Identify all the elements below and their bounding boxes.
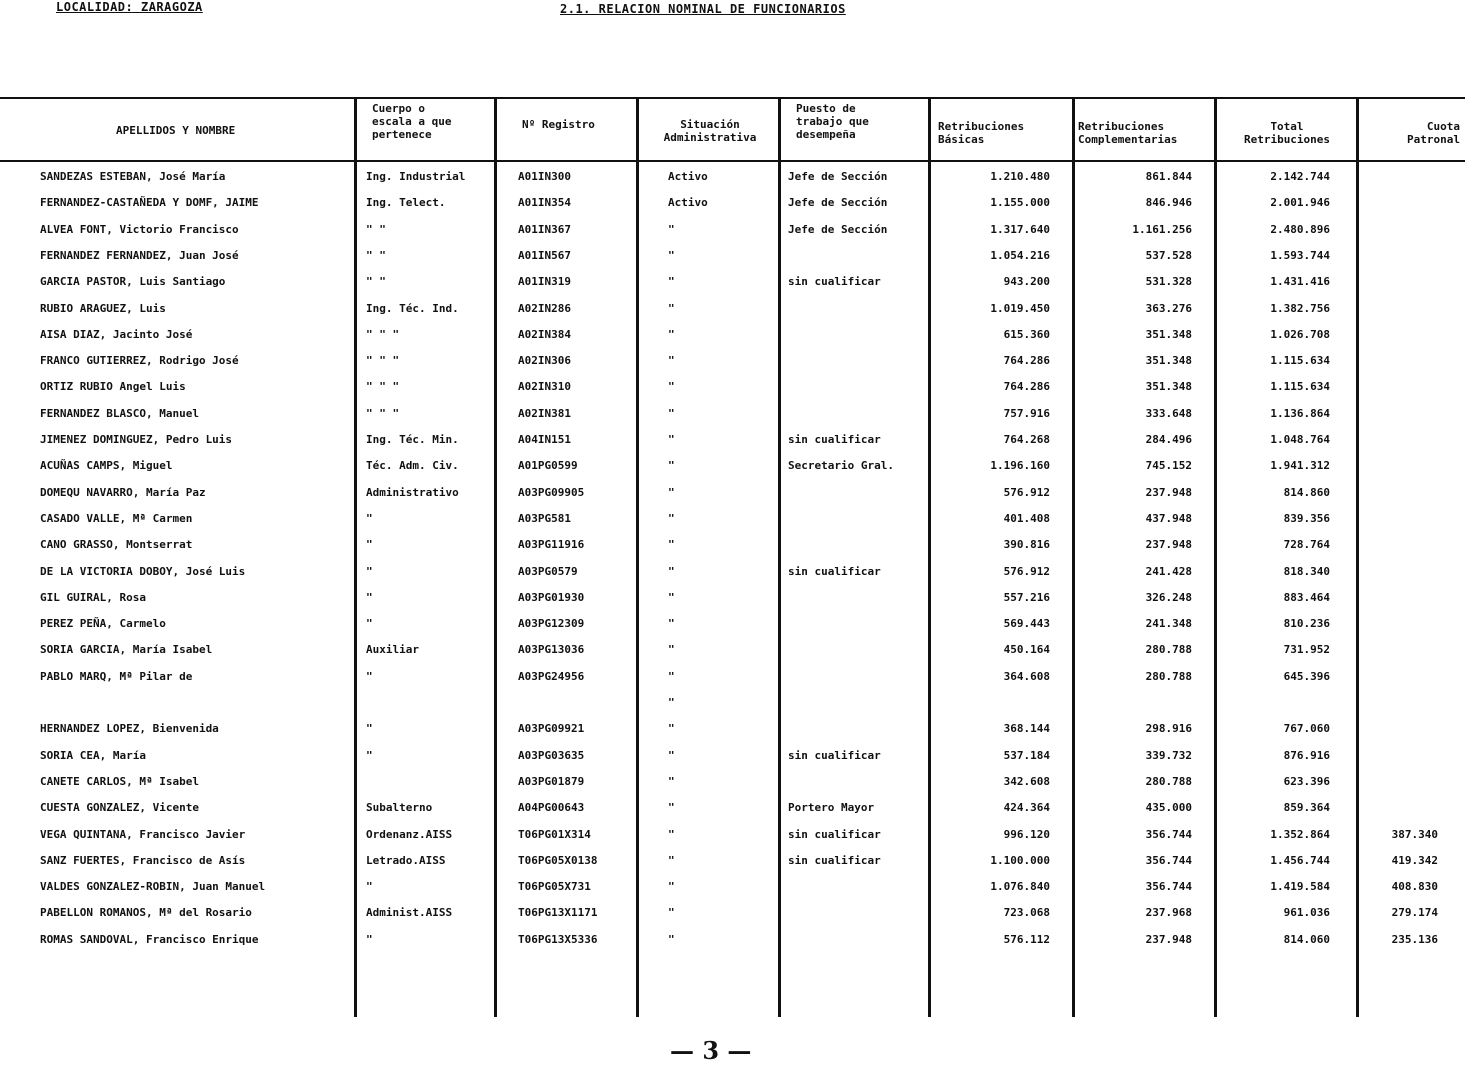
employee-name: CASADO VALLE, Mª Carmen xyxy=(40,511,193,525)
total-retribuciones: 1.456.744 xyxy=(1270,853,1330,867)
registro-number: T06PG01X314 xyxy=(518,827,591,841)
registro-number: A01IN319 xyxy=(518,275,571,289)
col-header-complementarias: Retribuciones Complementarias xyxy=(1078,120,1178,146)
employee-name: GARCIA PASTOR, Luis Santiago xyxy=(40,275,226,289)
retribuciones-complementarias: 339.732 xyxy=(1145,748,1192,762)
puesto-trabajo: Jefe de Sección xyxy=(788,222,888,236)
retribuciones-complementarias: 363.276 xyxy=(1145,301,1192,315)
total-retribuciones: 1.382.756 xyxy=(1270,301,1330,315)
employee-name: FRANCO GUTIERREZ, Rodrigo José xyxy=(40,354,239,368)
registro-number: A03PG581 xyxy=(518,511,571,525)
table-row xyxy=(0,668,1465,690)
table-row xyxy=(0,615,1465,637)
registro-number: A01IN567 xyxy=(518,248,571,262)
employee-name: HERNANDEZ LOPEZ, Bienvenida xyxy=(40,722,219,736)
situacion-administrativa: " xyxy=(668,774,675,788)
cuerpo-escala: " xyxy=(366,748,373,762)
employee-name: FERNANDEZ BLASCO, Manuel xyxy=(40,406,199,420)
retribuciones-complementarias: 1.161.256 xyxy=(1132,222,1192,236)
table-row xyxy=(0,457,1465,479)
cuerpo-escala: " " xyxy=(366,222,386,236)
registro-number: A04PG00643 xyxy=(518,801,585,815)
retribuciones-complementarias: 351.348 xyxy=(1145,327,1192,341)
registro-number: A01IN300 xyxy=(518,170,571,183)
table-row xyxy=(0,221,1465,243)
employee-name: VEGA QUINTANA, Francisco Javier xyxy=(40,827,246,841)
registro-number: A01PG0599 xyxy=(518,459,578,473)
col-header-puesto: Puesto de trabajo que desempeña xyxy=(796,102,869,141)
retribuciones-complementarias: 333.648 xyxy=(1145,406,1192,420)
registro-number: T06PG13X1171 xyxy=(518,906,598,920)
retribuciones-complementarias: 298.916 xyxy=(1145,722,1192,736)
retribuciones-basicas: 1.019.450 xyxy=(990,301,1050,315)
table-row xyxy=(0,694,1465,716)
retribuciones-complementarias: 326.248 xyxy=(1145,590,1192,604)
table-row xyxy=(0,168,1465,190)
situacion-administrativa: " xyxy=(668,406,675,420)
employee-name: ORTIZ RUBIO Angel Luis xyxy=(40,380,186,394)
table-row xyxy=(0,300,1465,322)
situacion-administrativa: " xyxy=(668,275,675,289)
retribuciones-basicas: 1.196.160 xyxy=(990,459,1050,473)
retribuciones-basicas: 996.120 xyxy=(1003,827,1050,841)
retribuciones-basicas: 368.144 xyxy=(1003,722,1050,736)
cuota-patronal: 408.830 xyxy=(1391,880,1438,894)
total-retribuciones: 818.340 xyxy=(1283,564,1330,578)
situacion-administrativa: Activo xyxy=(668,196,708,210)
situacion-administrativa: " xyxy=(668,801,675,815)
puesto-trabajo: sin cualificar xyxy=(788,748,881,762)
cuota-patronal: 387.340 xyxy=(1391,827,1438,841)
table-row xyxy=(0,536,1465,558)
table-row xyxy=(0,194,1465,216)
cuerpo-escala: " " " xyxy=(366,380,400,394)
registro-number: A02IN306 xyxy=(518,354,571,368)
total-retribuciones: 2.001.946 xyxy=(1270,196,1330,210)
table-row xyxy=(0,405,1465,427)
situacion-administrativa: " xyxy=(668,590,675,604)
retribuciones-basicas: 576.912 xyxy=(1003,485,1050,499)
retribuciones-complementarias: 237.948 xyxy=(1145,485,1192,499)
total-retribuciones: 839.356 xyxy=(1283,511,1330,525)
localidad-label: LOCALIDAD: ZARAGOZA xyxy=(56,0,203,14)
total-retribuciones: 1.593.744 xyxy=(1270,248,1330,262)
puesto-trabajo: sin cualificar xyxy=(788,564,881,578)
registro-number: A01IN354 xyxy=(518,196,571,210)
cuerpo-escala: Ing. Industrial xyxy=(366,170,466,183)
retribuciones-complementarias: 356.744 xyxy=(1145,853,1192,867)
employee-name: SANZ FUERTES, Francisco de Asís xyxy=(40,853,246,867)
cuerpo-escala: " " " xyxy=(366,327,400,341)
cuerpo-escala: " xyxy=(366,932,373,946)
retribuciones-basicas: 569.443 xyxy=(1003,617,1050,631)
registro-number: A03PG12309 xyxy=(518,617,585,631)
retribuciones-basicas: 764.268 xyxy=(1003,433,1050,446)
table-row xyxy=(0,747,1465,769)
retribuciones-basicas: 364.608 xyxy=(1003,669,1050,683)
table-row xyxy=(0,247,1465,269)
col-header-cuota: Cuota Patronal xyxy=(1407,120,1460,146)
table-row xyxy=(0,826,1465,848)
employee-name: SANDEZAS ESTEBAN, José María xyxy=(40,170,226,183)
puesto-trabajo: sin cualificar xyxy=(788,433,881,446)
situacion-administrativa: " xyxy=(668,248,675,262)
situacion-administrativa: " xyxy=(668,827,675,841)
puesto-trabajo: sin cualificar xyxy=(788,827,881,841)
cuota-patronal: 235.136 xyxy=(1391,932,1438,946)
retribuciones-basicas: 1.317.640 xyxy=(990,222,1050,236)
situacion-administrativa: " xyxy=(668,433,675,446)
cuerpo-escala: Ing. Téc. Min. xyxy=(366,433,459,446)
cuerpo-escala: " xyxy=(366,722,373,736)
total-retribuciones: 1.115.634 xyxy=(1270,354,1330,368)
col-header-basicas: Retribuciones Básicas xyxy=(938,120,1025,146)
retribuciones-basicas: 576.912 xyxy=(1003,564,1050,578)
col-header-cuerpo: Cuerpo o escala a que pertenece xyxy=(372,102,452,141)
total-retribuciones: 859.364 xyxy=(1283,801,1330,815)
total-retribuciones: 814.060 xyxy=(1283,932,1330,946)
total-retribuciones: 2.142.744 xyxy=(1270,170,1330,183)
situacion-administrativa: " xyxy=(668,459,675,473)
registro-number: A02IN384 xyxy=(518,327,571,341)
cuerpo-escala: Letrado.AISS xyxy=(366,853,446,867)
employee-name: CANO GRASSO, Montserrat xyxy=(40,538,193,552)
registro-number: A03PG0579 xyxy=(518,564,578,578)
registro-number: T06PG05X731 xyxy=(518,880,591,894)
retribuciones-basicas: 764.286 xyxy=(1003,354,1050,368)
situacion-administrativa: " xyxy=(668,327,675,341)
cuerpo-escala: Ing. Téc. Ind. xyxy=(366,301,459,315)
employee-name: PEREZ PEÑA, Carmelo xyxy=(40,617,166,631)
total-retribuciones: 728.764 xyxy=(1283,538,1330,552)
situacion-administrativa: " xyxy=(668,564,675,578)
retribuciones-complementarias: 846.946 xyxy=(1145,196,1192,210)
col-header-apellidos: APELLIDOS Y NOMBRE xyxy=(116,124,236,137)
table-row xyxy=(0,904,1465,926)
total-retribuciones: 1.115.634 xyxy=(1270,380,1330,394)
total-retribuciones: 645.396 xyxy=(1283,669,1330,683)
employee-name: PABELLON ROMANOS, Mª del Rosario xyxy=(40,906,252,920)
employee-name: PABLO MARQ, Mª Pilar de xyxy=(40,669,193,683)
cuerpo-escala: Ordenanz.AISS xyxy=(366,827,453,841)
table-row xyxy=(0,431,1465,453)
registro-number: A03PG13036 xyxy=(518,643,585,657)
situacion-administrativa: " xyxy=(668,669,675,683)
cuerpo-escala: " xyxy=(366,511,373,525)
table-top-rule xyxy=(0,97,1465,99)
table-row xyxy=(0,931,1465,953)
table-row xyxy=(0,720,1465,742)
retribuciones-complementarias: 241.428 xyxy=(1145,564,1192,578)
retribuciones-basicas: 1.100.000 xyxy=(990,853,1050,867)
retribuciones-basicas: 342.608 xyxy=(1003,774,1050,788)
employee-name: FERNANDEZ FERNANDEZ, Juan José xyxy=(40,248,239,262)
retribuciones-complementarias: 237.968 xyxy=(1145,906,1192,920)
retribuciones-complementarias: 435.000 xyxy=(1145,801,1192,815)
retribuciones-basicas: 757.916 xyxy=(1003,406,1050,420)
registro-number: A04IN151 xyxy=(518,433,571,446)
retribuciones-basicas: 1.155.000 xyxy=(990,196,1050,210)
total-retribuciones: 767.060 xyxy=(1283,722,1330,736)
retribuciones-complementarias: 745.152 xyxy=(1145,459,1192,473)
cuerpo-escala: Administ.AISS xyxy=(366,906,453,920)
employee-name: AISA DIAZ, Jacinto José xyxy=(40,327,193,341)
registro-number: A03PG09921 xyxy=(518,722,585,736)
total-retribuciones: 1.136.864 xyxy=(1270,406,1330,420)
situacion-administrativa: " xyxy=(668,538,675,552)
header-bottom-rule xyxy=(0,160,1465,162)
col-header-registro: Nº Registro xyxy=(522,118,595,131)
page-number: — 3 — xyxy=(670,1036,752,1065)
registro-number: A03PG09905 xyxy=(518,485,585,499)
employee-name: DOMEQU NAVARRO, María Paz xyxy=(40,485,206,499)
page-title: 2.1. RELACION NOMINAL DE FUNCIONARIOS xyxy=(560,2,846,16)
total-retribuciones: 2.480.896 xyxy=(1270,222,1330,236)
cuota-patronal: 419.342 xyxy=(1391,853,1438,867)
table-row xyxy=(0,273,1465,295)
employee-name: DE LA VICTORIA DOBOY, José Luis xyxy=(40,564,246,578)
total-retribuciones: 1.048.764 xyxy=(1270,433,1330,446)
registro-number: A03PG11916 xyxy=(518,538,585,552)
table-row xyxy=(0,878,1465,900)
cuerpo-escala: " xyxy=(366,669,373,683)
table-row xyxy=(0,352,1465,374)
employee-name: SORIA CEA, María xyxy=(40,748,146,762)
situacion-administrativa: " xyxy=(668,511,675,525)
situacion-administrativa: " xyxy=(668,222,675,236)
retribuciones-basicas: 615.360 xyxy=(1003,327,1050,341)
table-row xyxy=(0,563,1465,585)
retribuciones-complementarias: 241.348 xyxy=(1145,617,1192,631)
puesto-trabajo: Portero Mayor xyxy=(788,801,875,815)
col-header-situacion: Situación Administrativa xyxy=(663,118,757,144)
table-row xyxy=(0,589,1465,611)
registro-number: A03PG03635 xyxy=(518,748,585,762)
employee-name: ALVEA FONT, Victorio Francisco xyxy=(40,222,239,236)
registro-number: T06PG05X0138 xyxy=(518,853,598,867)
cuerpo-escala: " xyxy=(366,564,373,578)
registro-number: A02IN310 xyxy=(518,380,571,394)
cuerpo-escala: " " " xyxy=(366,354,400,368)
table-row xyxy=(0,510,1465,532)
retribuciones-complementarias: 356.744 xyxy=(1145,827,1192,841)
retribuciones-complementarias: 284.496 xyxy=(1145,433,1192,446)
total-retribuciones: 1.026.708 xyxy=(1270,327,1330,341)
retribuciones-complementarias: 531.328 xyxy=(1145,275,1192,289)
table-row xyxy=(0,852,1465,874)
total-retribuciones: 876.916 xyxy=(1283,748,1330,762)
cuerpo-escala: Ing. Telect. xyxy=(366,196,446,210)
cuerpo-escala: " xyxy=(366,538,373,552)
table-row xyxy=(0,378,1465,400)
cuerpo-escala: " " xyxy=(366,275,386,289)
puesto-trabajo: Jefe de Sección xyxy=(788,196,888,210)
employee-name: GIL GUIRAL, Rosa xyxy=(40,590,146,604)
situacion-administrativa: " xyxy=(668,932,675,946)
situacion-administrativa: " xyxy=(668,696,675,709)
retribuciones-complementarias: 537.528 xyxy=(1145,248,1192,262)
situacion-administrativa: " xyxy=(668,722,675,736)
employee-name: ACUÑAS CAMPS, Miguel xyxy=(40,459,173,473)
puesto-trabajo: Jefe de Sección xyxy=(788,170,888,183)
registro-number: A01IN367 xyxy=(518,222,571,236)
cuerpo-escala: " xyxy=(366,590,373,604)
employee-name: CANETE CARLOS, Mª Isabel xyxy=(40,774,199,788)
retribuciones-basicas: 943.200 xyxy=(1003,275,1050,289)
employee-name: ROMAS SANDOVAL, Francisco Enrique xyxy=(40,932,259,946)
retribuciones-basicas: 450.164 xyxy=(1003,643,1050,657)
puesto-trabajo: sin cualificar xyxy=(788,275,881,289)
cuerpo-escala: Administrativo xyxy=(366,485,459,499)
retribuciones-complementarias: 280.788 xyxy=(1145,774,1192,788)
total-retribuciones: 731.952 xyxy=(1283,643,1330,657)
retribuciones-basicas: 557.216 xyxy=(1003,590,1050,604)
total-retribuciones: 1.419.584 xyxy=(1270,880,1330,894)
total-retribuciones: 1.941.312 xyxy=(1270,459,1330,473)
retribuciones-complementarias: 351.348 xyxy=(1145,354,1192,368)
col-header-total: Total Retribuciones xyxy=(1243,120,1331,146)
employee-name: VALDES GONZALEZ-ROBIN, Juan Manuel xyxy=(40,880,266,894)
situacion-administrativa: " xyxy=(668,301,675,315)
retribuciones-basicas: 1.076.840 xyxy=(990,880,1050,894)
retribuciones-basicas: 537.184 xyxy=(1003,748,1050,762)
puesto-trabajo: sin cualificar xyxy=(788,853,881,867)
cuerpo-escala: Téc. Adm. Civ. xyxy=(366,459,459,473)
situacion-administrativa: " xyxy=(668,380,675,394)
total-retribuciones: 623.396 xyxy=(1283,774,1330,788)
table-row xyxy=(0,484,1465,506)
employee-name: JIMENEZ DOMINGUEZ, Pedro Luis xyxy=(40,433,233,446)
retribuciones-basicas: 1.054.216 xyxy=(990,248,1050,262)
retribuciones-complementarias: 237.948 xyxy=(1145,538,1192,552)
employee-name: CUESTA GONZALEZ, Vicente xyxy=(40,801,199,815)
situacion-administrativa: " xyxy=(668,617,675,631)
total-retribuciones: 814.860 xyxy=(1283,485,1330,499)
total-retribuciones: 810.236 xyxy=(1283,617,1330,631)
retribuciones-basicas: 401.408 xyxy=(1003,511,1050,525)
situacion-administrativa: " xyxy=(668,853,675,867)
table-row xyxy=(0,799,1465,821)
retribuciones-basicas: 764.286 xyxy=(1003,380,1050,394)
cuerpo-escala: " xyxy=(366,880,373,894)
situacion-administrativa: " xyxy=(668,906,675,920)
employee-name: RUBIO ARAGUEZ, Luis xyxy=(40,301,166,315)
retribuciones-complementarias: 351.348 xyxy=(1145,380,1192,394)
table-row xyxy=(0,773,1465,795)
cuerpo-escala: " " xyxy=(366,248,386,262)
employee-name: SORIA GARCIA, María Isabel xyxy=(40,643,213,657)
employee-name: FERNANDEZ-CASTAÑEDA Y DOMF, JAIME xyxy=(40,196,259,210)
retribuciones-basicas: 1.210.480 xyxy=(990,170,1050,183)
table-row xyxy=(0,326,1465,348)
situacion-administrativa: " xyxy=(668,643,675,657)
cuerpo-escala: Subalterno xyxy=(366,801,433,815)
retribuciones-complementarias: 280.788 xyxy=(1145,669,1192,683)
cuerpo-escala: " xyxy=(366,617,373,631)
situacion-administrativa: " xyxy=(668,880,675,894)
retribuciones-basicas: 424.364 xyxy=(1003,801,1050,815)
registro-number: A03PG24956 xyxy=(518,669,585,683)
retribuciones-complementarias: 356.744 xyxy=(1145,880,1192,894)
retribuciones-complementarias: 237.948 xyxy=(1145,932,1192,946)
registro-number: A02IN286 xyxy=(518,301,571,315)
total-retribuciones: 1.352.864 xyxy=(1270,827,1330,841)
registro-number: T06PG13X5336 xyxy=(518,932,598,946)
puesto-trabajo: Secretario Gral. xyxy=(788,459,894,473)
registro-number: A03PG01930 xyxy=(518,590,585,604)
total-retribuciones: 1.431.416 xyxy=(1270,275,1330,289)
situacion-administrativa: " xyxy=(668,485,675,499)
retribuciones-complementarias: 280.788 xyxy=(1145,643,1192,657)
registro-number: A03PG01879 xyxy=(518,774,585,788)
cuerpo-escala: " " " xyxy=(366,406,400,420)
table-row xyxy=(0,641,1465,663)
situacion-administrativa: " xyxy=(668,354,675,368)
cuota-patronal: 279.174 xyxy=(1391,906,1438,920)
cuerpo-escala: Auxiliar xyxy=(366,643,419,657)
total-retribuciones: 883.464 xyxy=(1283,590,1330,604)
situacion-administrativa: Activo xyxy=(668,170,708,183)
total-retribuciones: 961.036 xyxy=(1283,906,1330,920)
retribuciones-basicas: 576.112 xyxy=(1003,932,1050,946)
registro-number: A02IN381 xyxy=(518,406,571,420)
retribuciones-complementarias: 861.844 xyxy=(1145,170,1192,183)
situacion-administrativa: " xyxy=(668,748,675,762)
retribuciones-complementarias: 437.948 xyxy=(1145,511,1192,525)
retribuciones-basicas: 723.068 xyxy=(1003,906,1050,920)
retribuciones-basicas: 390.816 xyxy=(1003,538,1050,552)
